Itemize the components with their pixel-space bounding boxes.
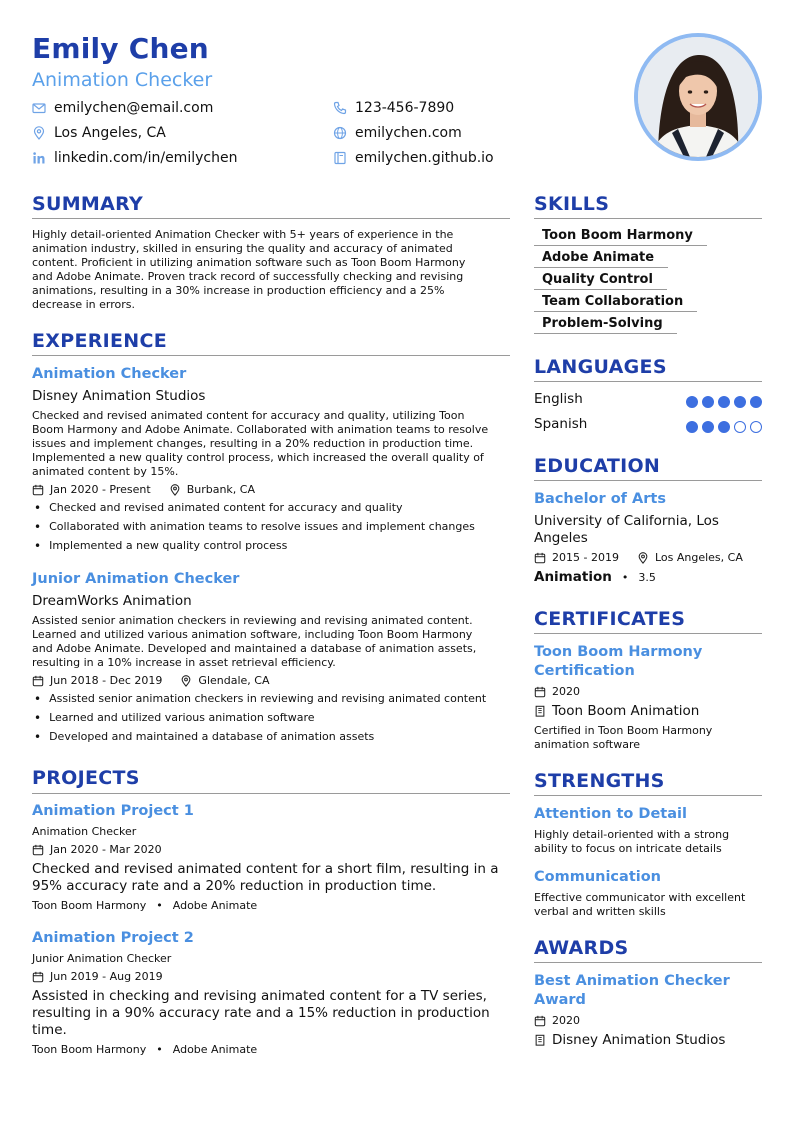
language-name: English — [534, 391, 583, 407]
project-description-line: resulting in a 90% accuracy rate and a 15% reduction in production — [32, 1005, 490, 1021]
skill-tag: Adobe Animate — [534, 250, 668, 268]
strength-description-line: verbal and written skills — [534, 905, 666, 918]
job-dates: Jan 2020 - Present — [50, 483, 151, 496]
phone-text: 123-456-7890 — [355, 100, 455, 116]
education-field-gpa: Animation • 3.5 — [534, 569, 656, 585]
project-tag: Adobe Animate — [172, 899, 258, 912]
proficiency-dot-filled — [702, 396, 714, 408]
job-bullet — [34, 692, 486, 706]
degree-title: Bachelor of Arts — [534, 491, 666, 507]
strength-description-line: Effective communicator with excellent — [534, 891, 746, 904]
contact-github[interactable] — [333, 150, 494, 166]
project-title: Animation Project 2 — [32, 930, 194, 946]
school-name-line: University of California, Los — [534, 513, 719, 529]
education-dates: 2015 - 2019 — [552, 551, 619, 564]
summary-heading: SUMMARY — [32, 193, 144, 215]
job-description-line: resulting in a 10% increase in asset retrieval efficiency. — [32, 656, 336, 669]
job-bullet-text: • Implemented a new quality control process — [49, 539, 288, 552]
certificate-meta — [534, 685, 580, 698]
proficiency-dot-filled — [750, 396, 762, 408]
proficiency-dot-empty — [750, 421, 762, 433]
project-role: Animation Checker — [32, 825, 137, 838]
job-description-line: and Adobe Animate. Developed and maintained a database of animation assets, — [32, 642, 477, 655]
skill-tag: Toon Boom Harmony — [534, 228, 707, 246]
projects-divider — [32, 793, 510, 794]
education-field: Animation — [534, 569, 612, 585]
job-bullet — [34, 520, 475, 534]
proficiency-dot-filled — [686, 421, 698, 433]
calendar-icon — [534, 1015, 546, 1027]
summary-line: content. Proficient in utilizing animation software such as Toon Boom Harmony — [32, 256, 466, 269]
location-pin-icon — [637, 552, 649, 564]
strength-description-line: ability to focus on intricate details — [534, 842, 722, 855]
summary-line: Highly detail-oriented Animation Checker with 5+ years of experience in the — [32, 228, 454, 241]
job-description-line: animated content by 15%. — [32, 465, 179, 478]
school-name-line: Angeles — [534, 530, 588, 546]
job-bullet-text: • Developed and maintained a database of animation assets — [49, 730, 375, 743]
award-issuer-row — [534, 1032, 725, 1048]
job-title: Animation Checker — [32, 366, 187, 382]
project-description-line: Assisted in checking and revising animated content for a TV series, — [32, 988, 487, 1004]
summary-line: animation industry, skilled in ensuring the quality and accuracy of animated — [32, 242, 453, 255]
contact-linkedin[interactable] — [32, 150, 237, 166]
certificate-description-line: Certified in Toon Boom Harmony — [534, 724, 713, 737]
summary-line: and Adobe Animate. Proven track record of successfully checking and revising — [32, 270, 464, 283]
project-dates: Jun 2019 - Aug 2019 — [50, 970, 163, 983]
project-role: Junior Animation Checker — [32, 952, 172, 965]
proficiency-dot-filled — [734, 396, 746, 408]
mail-icon — [32, 101, 46, 115]
contact-location — [32, 125, 166, 141]
repository-icon — [333, 151, 347, 165]
certificate-title-line: Certification — [534, 663, 635, 679]
awards-heading: AWARDS — [534, 937, 629, 959]
strengths-divider — [534, 795, 762, 796]
job-bullet-text: • Learned and utilized various animation software — [49, 711, 315, 724]
location-pin-icon — [169, 484, 181, 496]
certificate-issuer-row — [534, 703, 699, 719]
language-name: Spanish — [534, 416, 588, 432]
building-icon — [534, 705, 546, 717]
certificates-heading: CERTIFICATES — [534, 608, 686, 630]
globe-icon — [333, 126, 347, 140]
certificate-issuer: Toon Boom Animation — [552, 703, 700, 719]
experience-heading: EXPERIENCE — [32, 330, 168, 352]
project-dates: Jan 2020 - Mar 2020 — [50, 843, 162, 856]
summary-line: decrease in errors. — [32, 298, 135, 311]
project-tags: Toon Boom Harmony • Adobe Animate — [32, 1043, 258, 1056]
project-tags: Toon Boom Harmony • Adobe Animate — [32, 899, 258, 912]
location-pin-icon — [180, 675, 192, 687]
contact-email[interactable] — [32, 100, 213, 116]
portrait-image — [638, 37, 758, 157]
location-pin-icon — [32, 126, 46, 140]
award-issuer: Disney Animation Studios — [552, 1032, 726, 1048]
project-tag: Toon Boom Harmony — [32, 899, 147, 912]
job-bullet — [34, 711, 315, 725]
contact-phone[interactable] — [333, 100, 454, 116]
proficiency-dot-filled — [702, 421, 714, 433]
candidate-title: Animation Checker — [32, 69, 213, 91]
skills-heading: SKILLS — [534, 193, 610, 215]
project-description-line: time. — [32, 1022, 67, 1038]
certificate-title-line: Toon Boom Harmony — [534, 644, 703, 660]
email-text: emilychen@email.com — [54, 100, 214, 116]
project-description-line: 95% accuracy rate and a 20% reduction in production time. — [32, 878, 437, 894]
award-year: 2020 — [552, 1014, 580, 1027]
job-location: Burbank, CA — [186, 483, 255, 496]
proficiency-dot-filled — [686, 396, 698, 408]
job-dates: Jun 2018 - Dec 2019 — [50, 674, 163, 687]
phone-icon — [333, 101, 347, 115]
job-description-line: Boom Harmony and Adobe Animate. Collaborated with animation teams to resolve — [32, 423, 489, 436]
job-company: DreamWorks Animation — [32, 593, 192, 609]
project-tag: Adobe Animate — [172, 1043, 258, 1056]
calendar-icon — [534, 686, 546, 698]
calendar-icon — [534, 552, 546, 564]
awards-divider — [534, 962, 762, 963]
project-description-line: Checked and revised animated content for a short film, resulting in a — [32, 861, 499, 877]
project-title: Animation Project 1 — [32, 803, 194, 819]
candidate-name: Emily Chen — [32, 32, 209, 65]
experience-divider — [32, 355, 510, 356]
job-location: Glendale, CA — [198, 674, 270, 687]
proficiency-dot-filled — [718, 421, 730, 433]
languages-heading: LANGUAGES — [534, 356, 667, 378]
project-tag: Toon Boom Harmony — [32, 1043, 147, 1056]
job-meta — [32, 674, 270, 687]
job-description-line: Checked and revised animated content for accuracy and quality, utilizing Toon — [32, 409, 465, 422]
education-gpa: 3.5 — [638, 570, 656, 584]
job-meta — [32, 483, 255, 496]
project-meta — [32, 843, 162, 856]
award-meta — [534, 1014, 580, 1027]
job-bullet-text: • Assisted senior animation checkers in reviewing and revising animated content — [49, 692, 487, 705]
award-title-line: Award — [534, 992, 586, 1008]
job-title: Junior Animation Checker — [32, 571, 240, 587]
strength-title: Attention to Detail — [534, 806, 687, 822]
github-text: emilychen.github.io — [355, 150, 494, 166]
education-meta — [534, 551, 743, 564]
skill-tag: Problem-Solving — [534, 316, 677, 334]
language-level-dots — [682, 396, 762, 408]
languages-divider — [534, 381, 762, 382]
calendar-icon — [32, 484, 44, 496]
job-bullet — [34, 539, 287, 553]
summary-divider — [32, 218, 510, 219]
skill-tag: Team Collaboration — [534, 294, 697, 312]
strength-title: Communication — [534, 869, 662, 885]
certificate-description-line: animation software — [534, 738, 641, 751]
skill-tag: Quality Control — [534, 272, 667, 290]
calendar-icon — [32, 675, 44, 687]
project-meta — [32, 970, 163, 983]
calendar-icon — [32, 971, 44, 983]
certificates-divider — [534, 633, 762, 634]
skills-divider — [534, 218, 762, 219]
summary-line: animations, resulting in a 30% increase in production efficiency and a 25% — [32, 284, 445, 297]
linkedin-text: linkedin.com/in/emilychen — [54, 150, 238, 166]
award-title-line: Best Animation Checker — [534, 973, 730, 989]
linkedin-icon — [32, 151, 46, 165]
education-heading: EDUCATION — [534, 455, 661, 477]
website-text: emilychen.com — [355, 125, 462, 141]
job-company: Disney Animation Studios — [32, 388, 206, 404]
job-description-line: issues and implement changes, resulting in a 20% reduction in production time. — [32, 437, 474, 450]
job-description-line: Learned and utilized various animation software, including Toon Boom Harmony — [32, 628, 473, 641]
education-divider — [534, 480, 762, 481]
language-level-dots — [682, 421, 762, 433]
job-bullet — [34, 501, 403, 515]
certificate-year: 2020 — [552, 685, 580, 698]
job-bullet-text: • Collaborated with animation teams to resolve issues and implement changes — [49, 520, 475, 533]
profile-photo — [634, 33, 762, 161]
job-bullet — [34, 730, 374, 744]
proficiency-dot-empty — [734, 421, 746, 433]
job-bullet-text: • Checked and revised animated content for accuracy and quality — [49, 501, 403, 514]
contact-website[interactable] — [333, 125, 462, 141]
proficiency-dot-filled — [718, 396, 730, 408]
education-location: Los Angeles, CA — [654, 551, 743, 564]
job-description-line: Assisted senior animation checkers in reviewing and revising animated content. — [32, 614, 473, 627]
strength-description-line: Highly detail-oriented with a strong — [534, 828, 730, 841]
building-icon — [534, 1034, 546, 1046]
job-description-line: Implemented a new quality control process, which increased the overall quality of — [32, 451, 484, 464]
calendar-icon — [32, 844, 44, 856]
projects-heading: PROJECTS — [32, 767, 140, 789]
location-text: Los Angeles, CA — [54, 125, 166, 141]
strengths-heading: STRENGTHS — [534, 770, 665, 792]
